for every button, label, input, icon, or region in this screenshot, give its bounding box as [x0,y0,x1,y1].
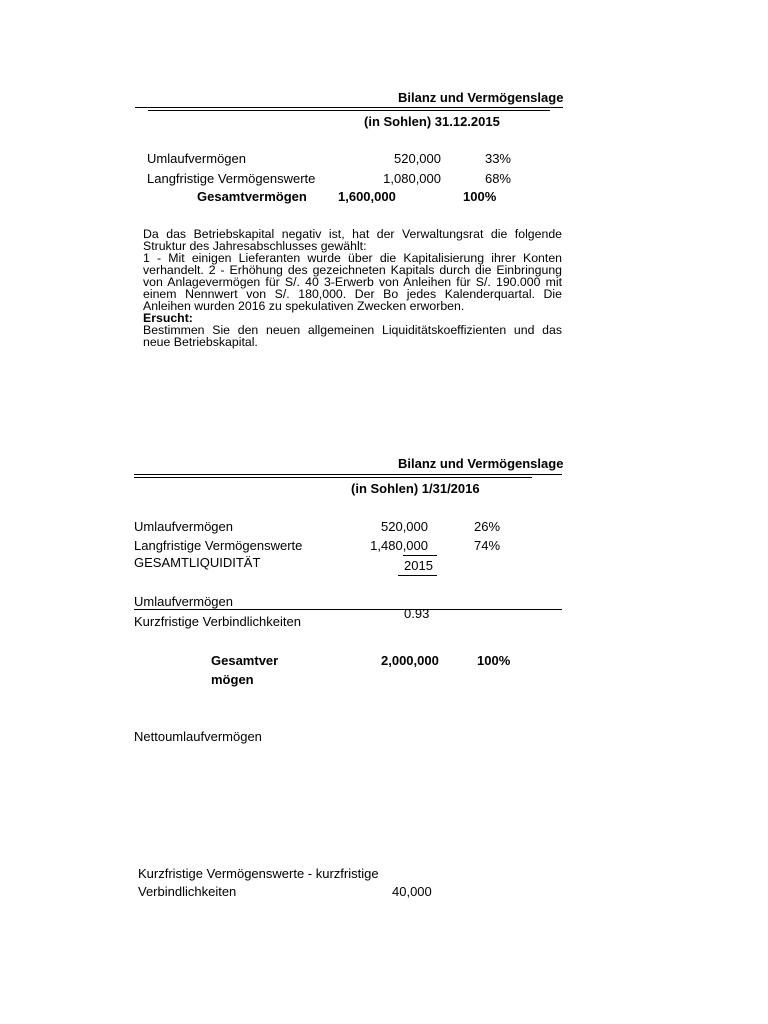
problem-intro: Da das Betriebskapital negativ ist, hat der Verwaltungsrat die folgende Struktur des Jahresabschlusses gewählt: [143,227,562,253]
row-amount: 520,000 [381,519,428,534]
formula-text: Verbindlichkeiten [138,884,237,899]
row-label: Langfristige Vermögenswerte [147,171,316,186]
divider-line [135,107,563,108]
total-label: mögen [211,672,254,687]
ratio-denominator: Kurzfristige Verbindlichkeiten [134,614,301,629]
section1-subtitle: (in Sohlen) 31.12.2015 [364,114,500,129]
ersucht-text: Bestimmen Sie den neuen allgemeinen Liquiditätskoeffizienten und das neue Betriebskapital. [143,323,562,349]
divider-line [148,110,550,111]
underline [398,575,437,576]
row-percent: 68% [484,171,511,186]
section2-subtitle: (in Sohlen) 1/31/2016 [351,481,480,496]
formula-value: 40,000 [392,884,432,899]
total-label: Gesamtver [211,653,279,668]
total-amount: 1,600,000 [338,189,396,204]
liquidity-year: 2015 [404,558,433,573]
row-amount: 520,000 [394,151,441,166]
ratio-value: 0.93 [404,606,430,621]
net-working-capital-label: Nettoumlaufvermögen [134,729,262,744]
row-percent: 33% [484,151,511,166]
row-label: Umlaufvermögen [147,151,246,166]
divider-line [134,477,532,478]
row-percent: 26% [474,519,501,534]
total-label: Gesamtvermögen [197,189,307,204]
total-percent: 100% [477,653,511,668]
section2-title: Bilanz und Vermögenslage [398,456,564,471]
problem-statement [143,228,562,348]
row-amount: 1,480,000 [370,538,428,553]
section1-title: Bilanz und Vermögenslage [398,90,564,105]
row-percent: 74% [474,538,501,553]
underline [403,555,437,556]
total-percent: 100% [463,189,497,204]
liquidity-label: GESAMTLIQUIDITÄT [134,555,261,570]
row-label: Langfristige Vermögenswerte [134,538,303,553]
ratio-numerator: Umlaufvermögen [134,594,233,609]
fraction-line [134,609,562,610]
row-label: Umlaufvermögen [134,519,233,534]
total-amount: 2,000,000 [381,653,439,668]
row-amount: 1,080,000 [383,171,441,186]
divider-line [134,474,562,475]
formula-text: Kurzfristige Vermögenswerte - kurzfristige [138,866,379,881]
ersucht-label: Ersucht: [143,311,193,325]
problem-text: 1 - Mit einigen Lieferanten wurde über die Kapitalisierung ihrer Konten verhandelt. 2 - Erhöhung des gezeichneten Kapitals durch die Einbringung von Anlagevermögen für S/. 40 3-Erwerb von Anleihen für S/. 190.000 mit einem Nennwert von S/. 180,000. Der Bo jedes Kalenderquartal. Die Anleihen wurden 2016 zu spekulativen Zwecken erworben. [143,251,562,313]
